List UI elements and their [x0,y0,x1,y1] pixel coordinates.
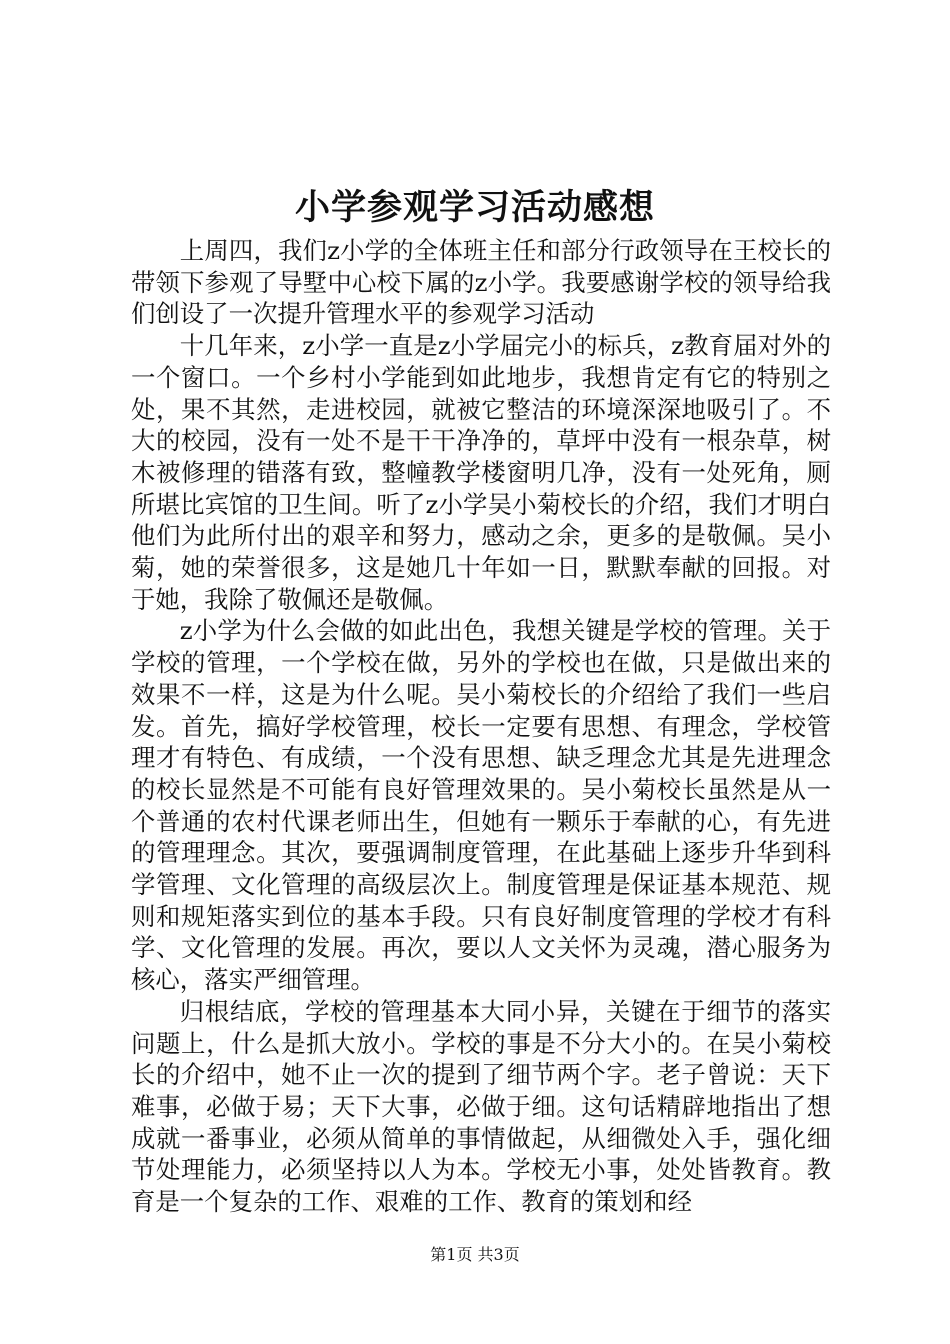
paragraph-3: z小学为什么会做的如此出色，我想关键是学校的管理。关于学校的管理，一个学校在做，另外的学校也在做，只是做出来的效果不一样，这是为什么呢。吴小菊校长的介绍给了我们一些启发。首先，搞好学校管理，校长一定要有思想、有理念，学校管理才有特色、有成绩，一个没有思想、缺乏理念尤其是先进理念的校长显然是不可能有良好管理效果的。吴小菊校长虽然是从一个普通的农村代课老师出生，但她有一颗乐于奉献的心，有先进的管理理念。其次，要强调制度管理，在此基础上逐步升华到科学管理、文化管理的高级层次上。制度管理是保证基本规范、规则和规矩落实到位的基本手段。只有良好制度管理的学校才有科学、文化管理的发展。再次，要以人文关怀为灵魂，潜心服务为核心，落实严细管理。 [131,616,831,995]
document-title: 小学参观学习活动感想 [294,187,655,228]
paragraph-4: 归根结底，学校的管理基本大同小异，关键在于细节的落实问题上，什么是抓大放小。学校的事是不分大小的。在吴小菊校长的介绍中，她不止一次的提到了细节两个字。老子曾说：天下难事，必做于易；天下大事，必做于细。这句话精辟地指出了想成就一番事业，必须从简单的事情做起，从细微处入手，强化细节处理能力，必须坚持以人为本。学校无小事，处处皆教育。教育是一个复杂的工作、艰难的工作、教育的策划和经 [131,996,831,1217]
page-number-footer: 第1页 共3页 [430,1245,520,1264]
paragraph-2: 十几年来，z小学一直是z小学届完小的标兵，z教育届对外的一个窗口。一个乡村小学能到如此地步，我想肯定有它的特别之处，果不其然，走进校园，就被它整洁的环境深深地吸引了。不大的校园，没有一处不是干干净净的，草坪中没有一根杂草，树木被修理的错落有致，整幢教学楼窗明几净，没有一处死角，厕所堪比宾馆的卫生间。听了z小学吴小菊校长的介绍，我们才明白他们为此所付出的艰辛和努力，感动之余，更多的是敬佩。吴小菊，她的荣誉很多，这是她几十年如一日，默默奉献的回报。对于她，我除了敬佩还是敬佩。 [131,331,831,614]
document-body [131,235,831,1218]
paragraph-1: 上周四，我们z小学的全体班主任和部分行政领导在王校长的带领下参观了导墅中心校下属的z小学。我要感谢学校的领导给我们创设了一次提升管理水平的参观学习活动 [131,236,831,329]
